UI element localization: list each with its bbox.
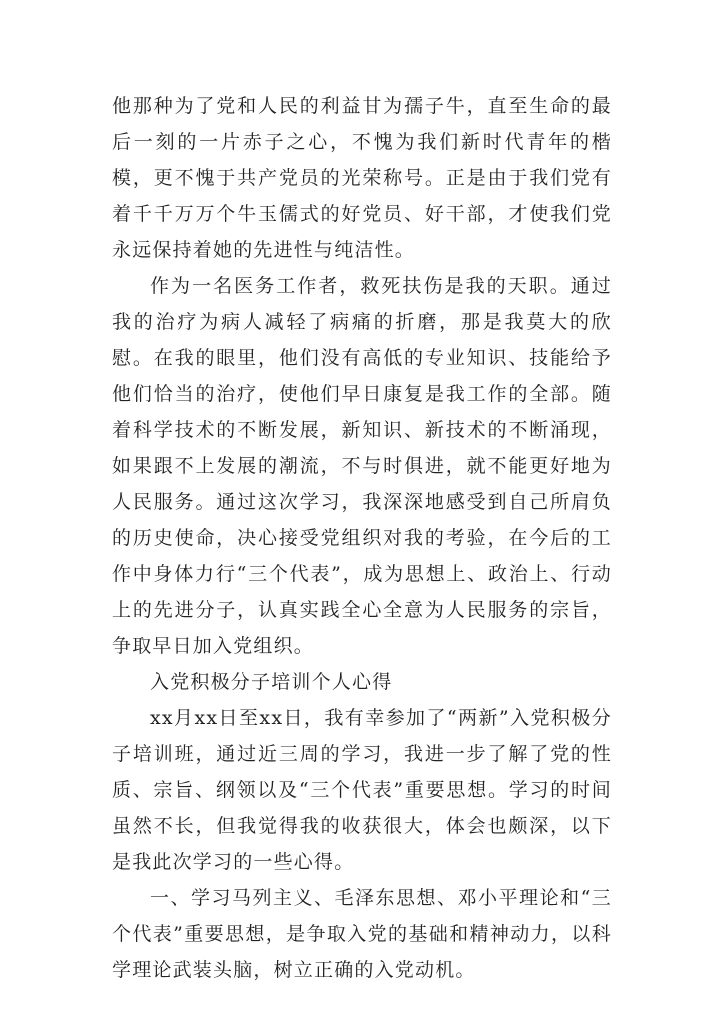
document-body xyxy=(112,88,612,988)
section-title: 入党积极分子培训个人心得 xyxy=(150,671,393,693)
paragraph-3: xx月xx日至xx日，我有幸参加了“两新”入党积极分子培训班，通过近三周的学习，我进一步了解了党的性质、宗旨、纲领以及“三个代表”重要思想。学习的时间虽然不长，但我觉得我的收获很大，体会也颇深，以下是我此次学习的一些心得。 xyxy=(112,707,612,873)
paragraph-1: 他那种为了党和人民的利益甘为孺子牛，直至生命的最后一刻的一片赤子之心，不愧为我们新时代青年的楷模，更不愧于共产党员的光荣称号。正是由于我们党有着千千万万个牛玉儒式的好党员、好干部，才使我们党永远保持着她的先进性与纯洁性。 xyxy=(112,95,612,261)
paragraph-4: 一、学习马列主义、毛泽东思想、邓小平理论和“三个代表”重要思想，是争取入党的基础和精神动力，以科学理论武装头脑，树立正确的入党动机。 xyxy=(112,887,612,981)
paragraph-2: 作为一名医务工作者，救死扶伤是我的天职。通过我的治疗为病人减轻了病痛的折磨，那是我莫大的欣慰。在我的眼里，他们没有高低的专业知识、技能给予他们恰当的治疗，使他们早日康复是我工作的全部。随着科学技术的不断发展，新知识、新技术的不断涌现，如果跟不上发展的潮流，不与时俱进，就不能更好地为人民服务。通过这次学习，我深深地感受到自己所肩负的历史使命，决心接受党组织对我的考验，在今后的工作中身体力行“三个代表”，成为思想上、政治上、行动上的先进分子，认真实践全心全意为人民服务的宗旨，争取早日加入党组织。 xyxy=(112,275,612,657)
